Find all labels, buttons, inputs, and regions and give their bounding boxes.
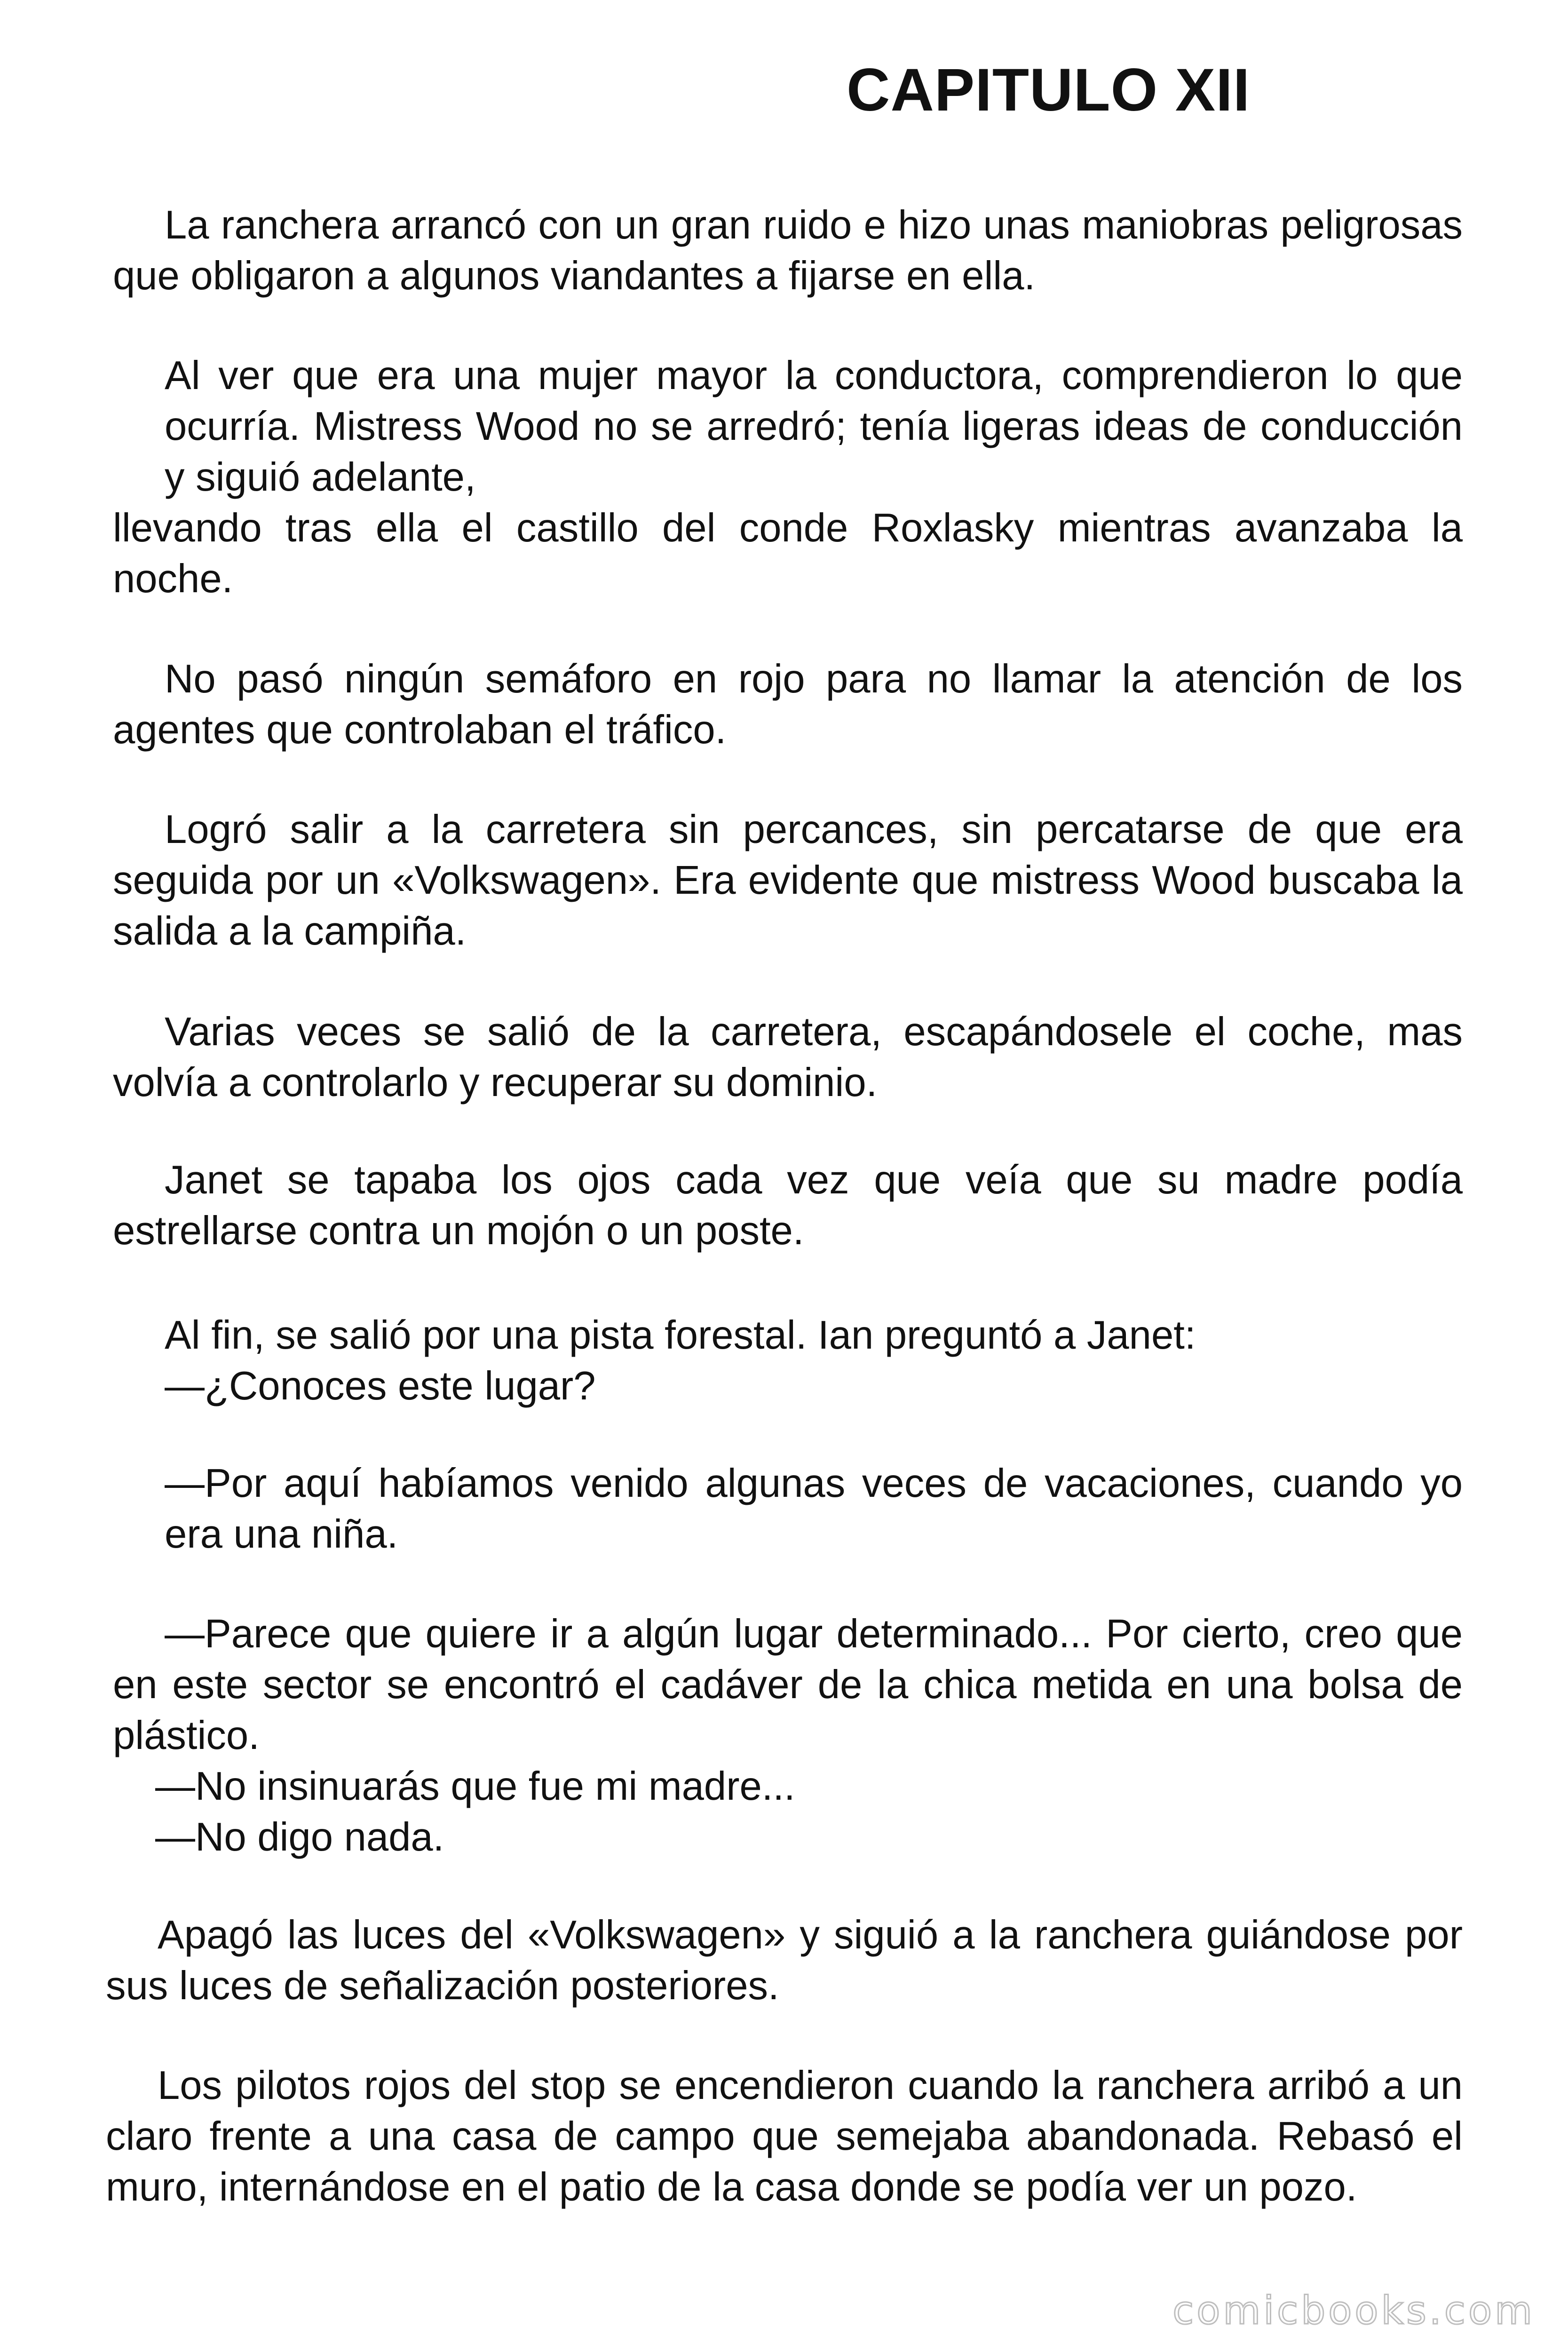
dialogue-line: —Parece que quiere ir a algún lugar determinado... Por cierto, creo que en este sector se encontró el cadáver de la chica metida en una bolsa de plástico. xyxy=(113,1612,1463,1758)
dialogue-line: —¿Conoces este lugar? xyxy=(165,1364,596,1408)
paragraph-4 xyxy=(113,804,1463,957)
paragraph-text: Janet se tapaba los ojos cada vez que veía que su madre podía estrellarse contra un mojón o un poste. xyxy=(113,1158,1463,1253)
watermark-logo: comicbooks.com xyxy=(1172,2288,1535,2333)
paragraph-11 xyxy=(106,2060,1463,2213)
dialogue-line: —No digo nada. xyxy=(155,1815,444,1859)
dialogue-line: —Por aquí habíamos venido algunas veces de vacaciones, cuando yo era una niña. xyxy=(165,1461,1463,1557)
paragraph-6 xyxy=(113,1155,1463,1256)
paragraph-text: Logró salir a la carretera sin percances, sin percatarse de que era seguida por un «Volkswagen». Era evidente que mistress Wood buscaba la salida a la campiña. xyxy=(113,807,1463,954)
paragraph-2 xyxy=(113,350,1463,604)
paragraph-8 xyxy=(113,1458,1463,1560)
paragraph-9 xyxy=(113,1609,1463,1863)
paragraph-text: No pasó ningún semáforo en rojo para no llamar la atención de los agentes que controlaban el tráfico. xyxy=(113,657,1463,752)
dialogue-line: —No insinuarás que fue mi madre... xyxy=(155,1764,795,1809)
paragraph-text: Al ver que era una mujer mayor la conductora, comprendieron lo que ocurría. Mistress Wood no se arredró; tenía ligeras ideas de conducción y siguió adelante, xyxy=(165,353,1463,500)
paragraph-3 xyxy=(113,654,1463,755)
paragraph-text: Varias veces se salió de la carretera, escapándosele el coche, mas volvía a controlarlo y recuperar su dominio. xyxy=(113,1009,1463,1105)
paragraph-text: llevando tras ella el castillo del conde Roxlasky mientras avanzaba la noche. xyxy=(113,506,1463,601)
paragraph-text: Los pilotos rojos del stop se encendieron cuando la ranchera arribó a un claro frente a una casa de campo que semejaba abandonada. Rebasó el muro, internándose en el patio de la casa donde se podía ver un pozo. xyxy=(106,2063,1463,2209)
paragraph-text: Apagó las luces del «Volkswagen» y siguió a la ranchera guiándose por sus luces de señalización posteriores. xyxy=(106,1913,1463,2008)
paragraph-5 xyxy=(113,1007,1463,1108)
paragraph-text: Al fin, se salió por una pista forestal. Ian preguntó a Janet: xyxy=(165,1313,1196,1358)
chapter-title: CAPITULO XII xyxy=(847,56,1251,124)
paragraph-10 xyxy=(106,1910,1463,2011)
paragraph-7 xyxy=(113,1310,1463,1412)
paragraph-text: La ranchera arrancó con un gran ruido e hizo unas maniobras peligrosas que obligaron a algunos viandantes a fijarse en ella. xyxy=(113,203,1463,298)
paragraph-1 xyxy=(113,200,1463,302)
